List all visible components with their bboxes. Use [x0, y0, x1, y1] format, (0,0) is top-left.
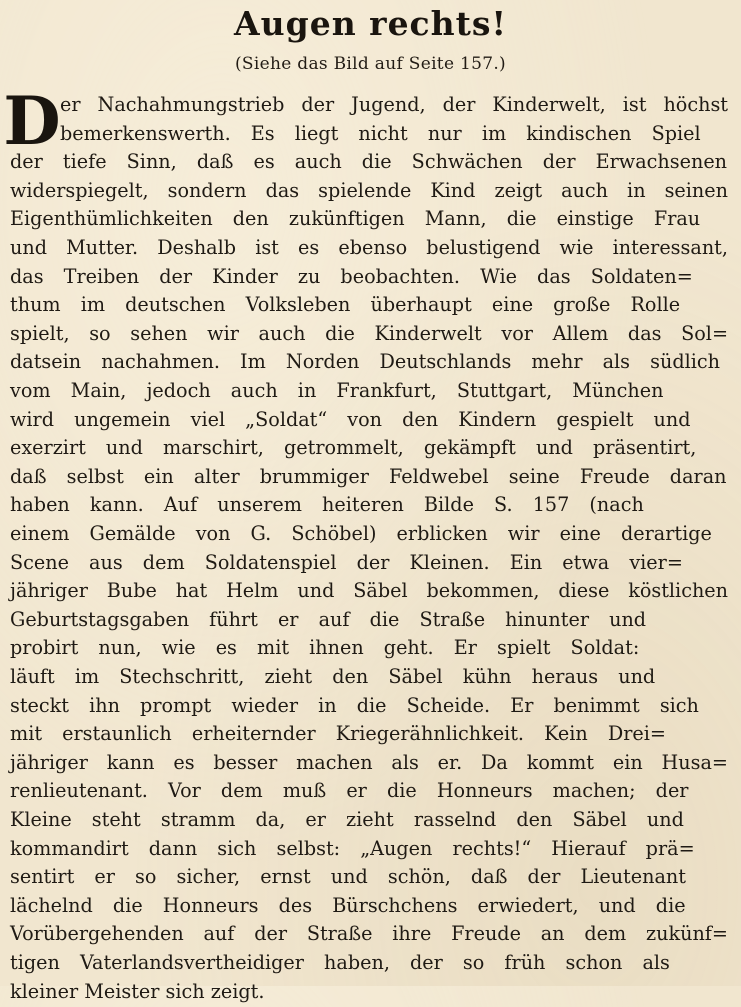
body-line: der tiefe Sinn, daß es auch die Schwächen der Erwachsenen	[10, 150, 728, 174]
body-line: thum im deutschen Volksleben überhaupt eine große Rolle	[10, 293, 681, 317]
body-line: einem Gemälde von G. Schöbel) erblicken wir eine derartige	[10, 522, 712, 545]
body-line: renlieutenant. Vor dem muß er die Honneurs machen; der	[10, 779, 689, 803]
body-line: lächelnd die Honneurs des Bürschchens erwiedert, und die	[10, 893, 686, 917]
body-line-last: kleiner Meister sich zeigt.	[10, 979, 265, 1003]
body-line: jähriger kann es besser machen als er. Da kommt ein Husa=	[10, 750, 728, 774]
body-line: daß selbst ein alter brummiger Feldwebel seine Freude daran	[10, 464, 727, 488]
article-title: Augen rechts!	[234, 4, 507, 43]
body-line: tigen Vaterlandsvertheidiger haben, der so früh schon als	[10, 951, 670, 974]
body-line: Scene aus dem Soldatenspiel der Kleinen. Ein etwa vier=	[10, 550, 683, 574]
body-line: und Mutter. Deshalb ist es ebenso belustigend wie interessant,	[10, 236, 728, 259]
drop-cap: D	[3, 82, 61, 160]
body-line: spielt, so sehen wir auch die Kinderwelt vor Allem das Sol=	[10, 321, 729, 345]
body-line: er Nachahmungstrieb der Jugend, der Kinderwelt, ist höchst	[60, 93, 729, 116]
body-line: probirt nun, wie es mit ihnen geht. Er spielt Soldat:	[10, 636, 640, 660]
body-line: bemerkenswerth. Es liegt nicht nur im kindischen Spiel	[60, 121, 701, 145]
body-line: vom Main, jedoch auch in Frankfurt, Stuttgart, München	[10, 379, 664, 402]
body-line: Geburtstagsgaben führt er auf die Straße hinunter und	[10, 607, 647, 631]
body-line: haben kann. Auf unserem heiteren Bilde S. 157 (nach	[10, 493, 644, 517]
body-line: mit erstaunlich erheiternder Kriegerähnlichkeit. Kein Drei=	[10, 722, 666, 746]
body-line: datsein nachahmen. Im Norden Deutschlands mehr als südlich	[10, 350, 720, 374]
body-line: sentirt er so sicher, ernst und schön, daß der Lieutenant	[10, 865, 686, 889]
body-line: Eigenthümlichkeiten den zukünftigen Mann, die einstige Frau	[10, 207, 701, 231]
body-line: exerzirt und marschirt, getrommelt, gekämpft und präsentirt,	[10, 436, 697, 460]
body-line: Kleine steht stramm da, er zieht rasselnd den Säbel und	[10, 808, 684, 831]
article-subtitle: (Siehe das Bild auf Seite 157.)	[235, 54, 506, 74]
body-line: läuft im Stechschritt, zieht den Säbel kühn heraus und	[10, 665, 656, 688]
body-line: das Treiben der Kinder zu beobachten. Wie das Soldaten=	[10, 264, 693, 288]
body-line: wird ungemein viel „Soldat“ von den Kindern gespielt und	[10, 407, 691, 431]
body-line: steckt ihn prompt wieder in die Scheide. Er benimmt sich	[10, 693, 699, 717]
body-line: Vorübergehenden auf der Straße ihre Freude an dem zukünf=	[10, 922, 728, 946]
body-line: jähriger Bube hat Helm und Säbel bekommen, diese köstlichen	[10, 579, 729, 603]
body-line: widerspiegelt, sondern das spielende Kind zeigt auch in seinen	[10, 178, 728, 202]
body-line: kommandirt dann sich selbst: „Augen rechts!“ Hierauf prä=	[10, 836, 695, 860]
